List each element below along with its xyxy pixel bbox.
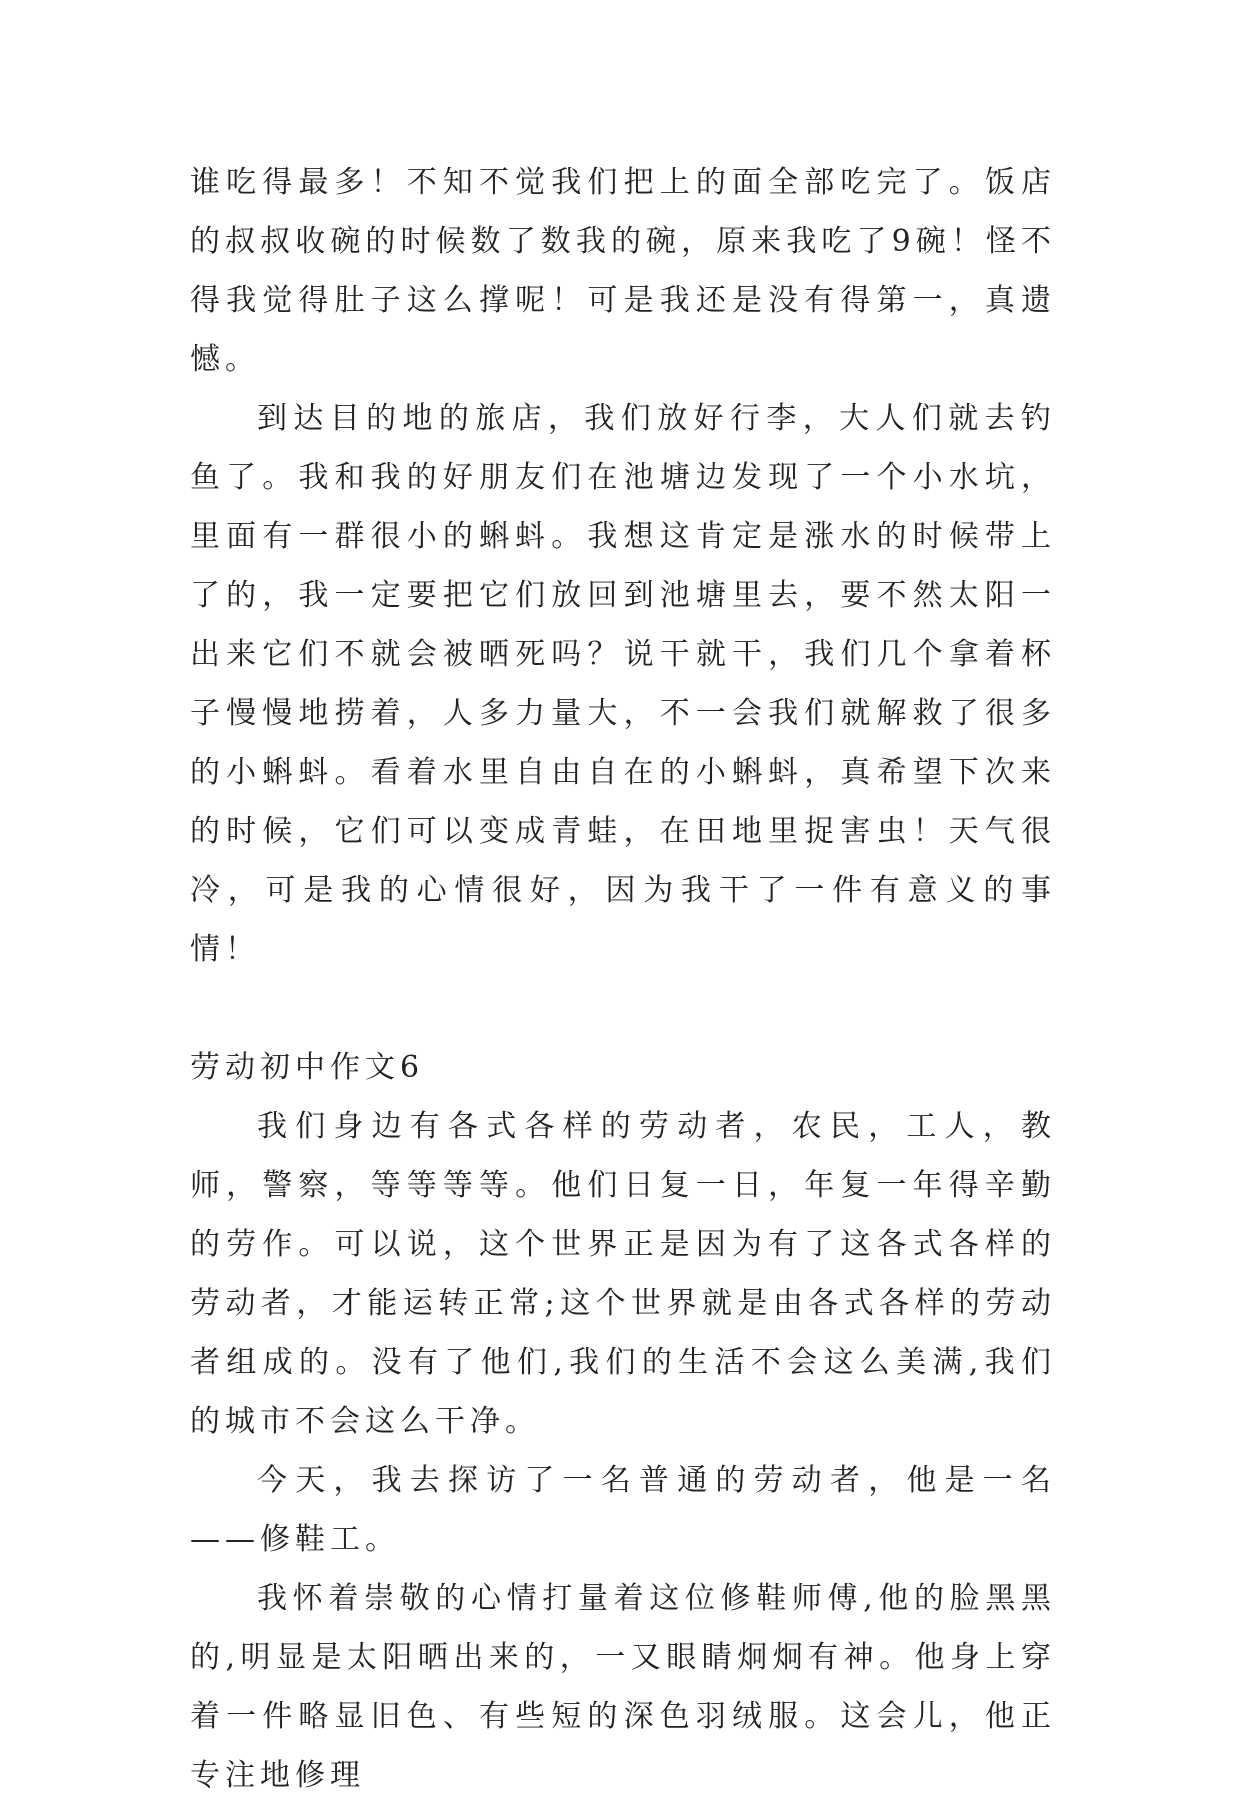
paragraph-workers: 我们身边有各式各样的劳动者，农民，工人，教师，警察，等等等等。他们日复一日，年复一年得辛勤的劳作。可以说，这个世界正是因为有了这各式各样的劳动者，才能运转正常;这个世界就是由各式各样的劳动者组成的。没有了他们,我们的生活不会这么美满,我们的城市不会这么干净。 bbox=[190, 1109, 1056, 1439]
paragraph-tadpoles: 到达目的地的旅店，我们放好行李，大人们就去钓鱼了。我和我的好朋友们在池塘边发现了一个小水坑，里面有一群很小的蝌蚪。我想这肯定是涨水的时候带上了的，我一定要把它们放回到池塘里去，要不然太阳一出来它们不就会被晒死吗？说干就干，我们几个拿着杯子慢慢地捞着，人多力量大，不一会我们就解救了很多的小蝌蚪。看着水里自由自在的小蝌蚪，真希望下次来的时候，它们可以变成青蛙，在田地里捉害虫！天气很冷，可是我的心情很好，因为我干了一件有意义的事情！ bbox=[190, 401, 1056, 967]
paragraph-visit: 今天，我去探访了一名普通的劳动者，他是一名——修鞋工。 bbox=[190, 1463, 1056, 1557]
paragraph-continued: 谁吃得最多！不知不觉我们把上的面全部吃完了。饭店的叔叔收碗的时候数了数我的碗，原来我吃了9碗！怪不得我觉得肚子这么撑呢！可是我还是没有得第一，真遗憾。 bbox=[190, 165, 1056, 377]
document-page bbox=[190, 153, 1056, 1805]
paragraph-shoemaker: 我怀着崇敬的心情打量着这位修鞋师傅,他的脸黑黑的,明显是太阳晒出来的，一又眼睛炯炯有神。他身上穿着一件略显旧色、有些短的深色羽绒服。这会儿，他正专注地修理 bbox=[190, 1581, 1056, 1793]
section-title: 劳动初中作文6 bbox=[190, 1050, 425, 1085]
